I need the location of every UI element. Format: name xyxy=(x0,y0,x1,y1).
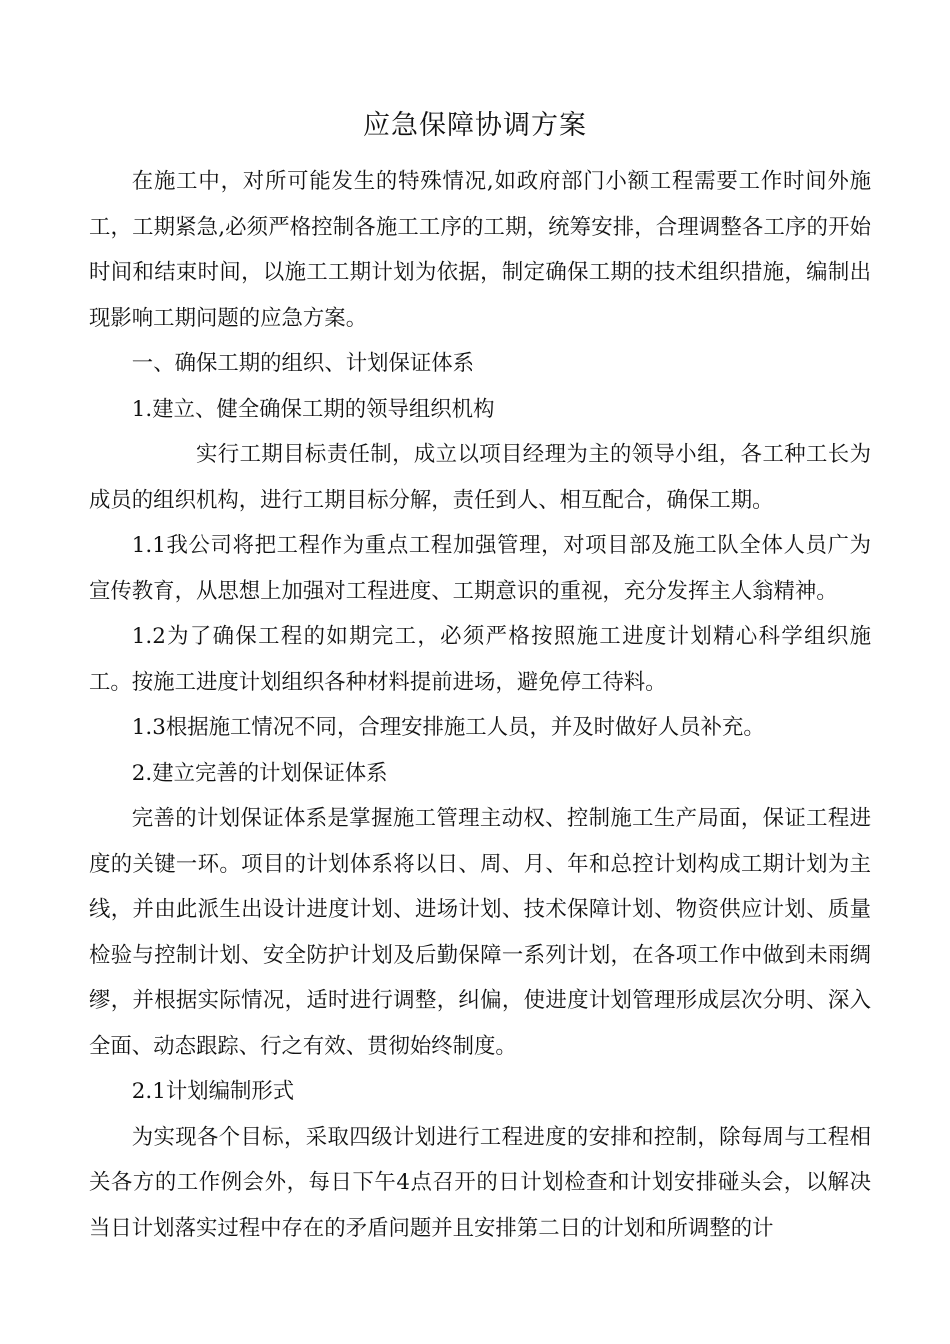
paragraph-1-2: 1.2为了确保工程的如期完工，必须严格按照施工进度计划精心科学组织施工。按施工进度计划组织各种材料提前进场，避免停工待料。 xyxy=(89,624,871,695)
paragraph-intro: 在施工中，对所可能发生的特殊情况,如政府部门小额工程需要工作时间外施工，工期紧急,必须严格控制各施工工序的工期，统筹安排，合理调整各工序的开始时间和结束时间，以施工工期计划为依据，制定确保工期的技术组织措施，编制出现影响工期问题的应急方案。 xyxy=(89,169,871,331)
paragraph-1-3: 1.3根据施工情况不同，合理安排施工人员，并及时做好人员补充。 xyxy=(131,715,765,740)
document-title: 应急保障协调方案 xyxy=(363,110,587,141)
subsection-heading-2: 2.建立完善的计划保证体系 xyxy=(131,760,388,786)
paragraph-1-1: 1.1我公司将把工程作为重点工程加强管理，对项目部及施工队全体人员广为宣传教育，从思想上加强对工程进度、工期意识的重视，充分发挥主人翁精神。 xyxy=(89,533,871,604)
document-body xyxy=(89,159,871,1251)
subsection-heading-2-1: 2.1计划编制形式 xyxy=(131,1079,295,1104)
subsection-heading-1: 1.建立、健全确保工期的领导组织机构 xyxy=(131,396,495,422)
paragraph-responsibility: 实行工期目标责任制，成立以项目经理为主的领导小组，各工种工长为成员的组织机构，进行工期目标分解，责任到人、相互配合，确保工期。 xyxy=(89,442,871,513)
section-heading-1: 一、确保工期的组织、计划保证体系 xyxy=(131,351,475,376)
paragraph-plan-system: 完善的计划保证体系是掌握施工管理主动权、控制施工生产局面，保证工程进度的关键一环。项目的计划体系将以日、周、月、年和总控计划构成工期计划为主线，并由此派生出设计进度计划、进场计划、技术保障计划、物资供应计划、质量检验与控制计划、安全防护计划及后勤保障一系列计划，在各项工作中做到未雨绸缪，并根据实际情况，适时进行调整，纠偏，使进度计划管理形成层次分明、深入全面、动态跟踪、行之有效、贯彻始终制度。 xyxy=(89,806,871,1059)
paragraph-plan-form: 为实现各个目标，采取四级计划进行工程进度的安排和控制，除每周与工程相关各方的工作例会外，每日下午4点召开的日计划检查和计划安排碰头会，以解决当日计划落实过程中存在的矛盾问题并且安排第二日的计划和所调整的计 xyxy=(89,1124,871,1241)
